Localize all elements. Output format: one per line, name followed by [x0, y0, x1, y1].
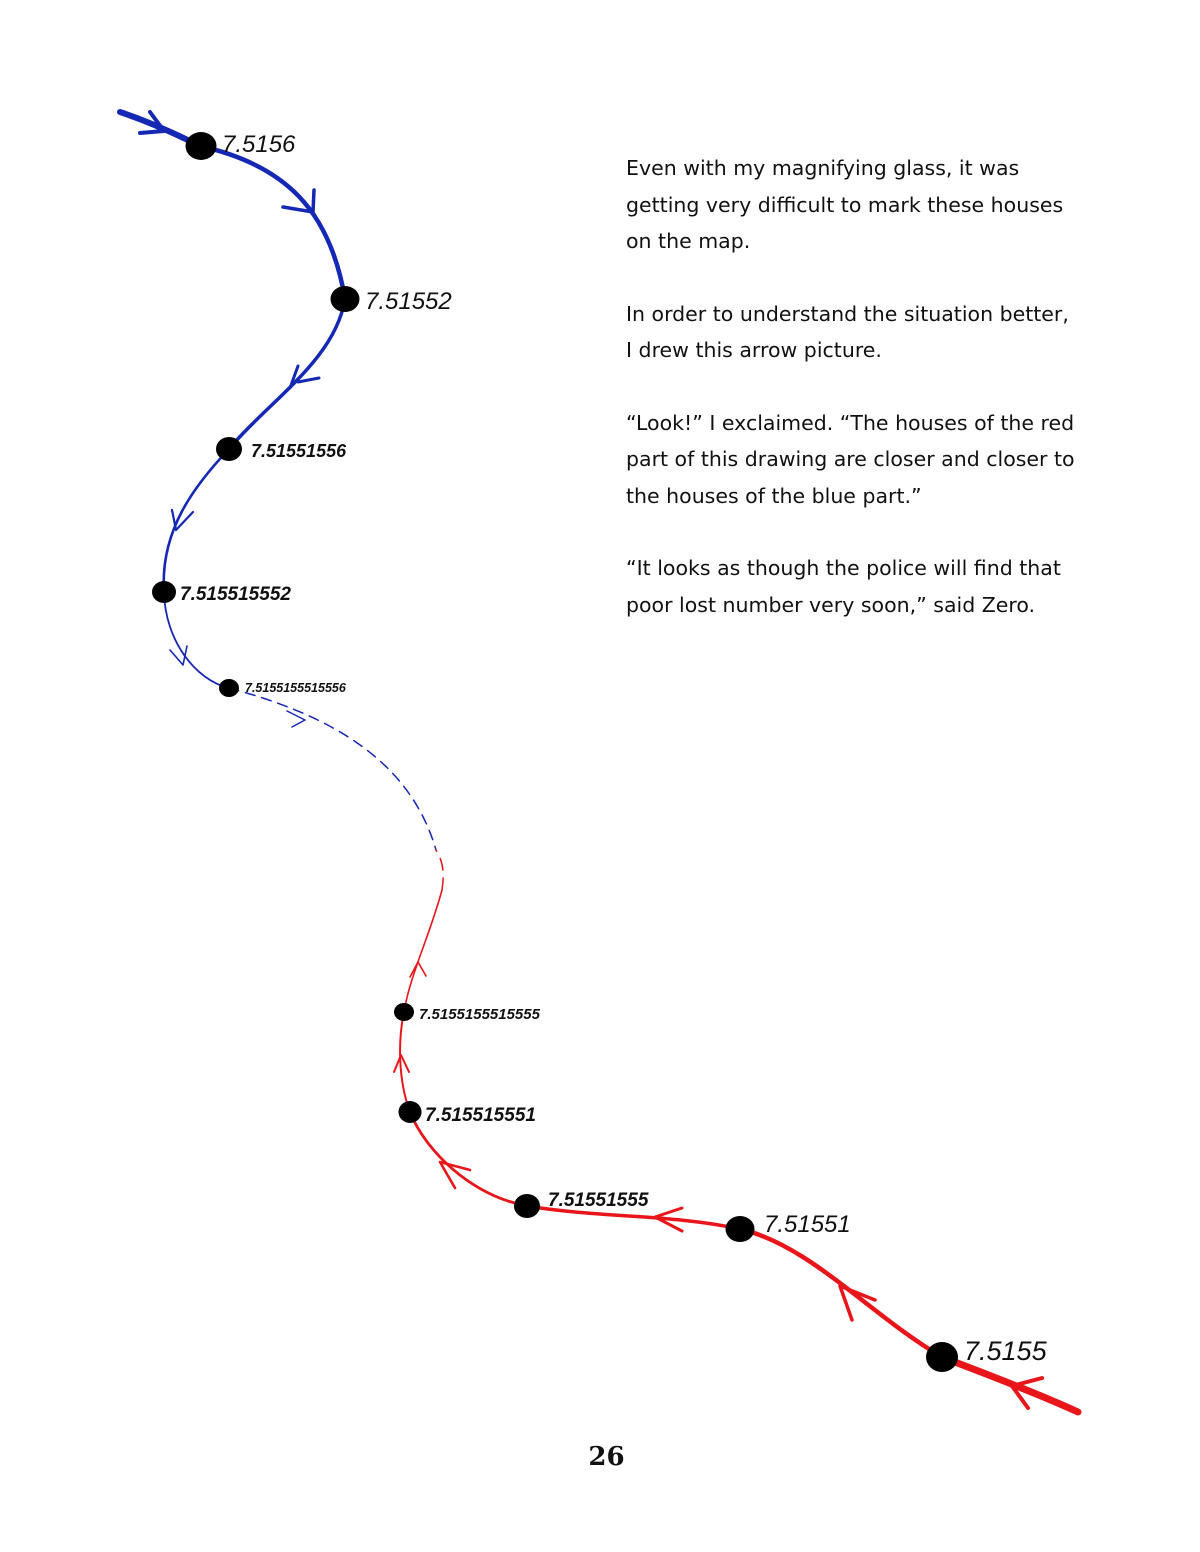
red-house-label-5: 7.5155155515555	[419, 1006, 540, 1023]
red-arrowheads	[394, 962, 1042, 1408]
story-paragraph-1: Even with my magnifying glass, it was getting very difficult to mark these houses on the map.	[626, 156, 1064, 253]
red-house-dot-2	[726, 1216, 755, 1242]
blue-arrowheads	[140, 112, 319, 727]
blue-house-dot-5	[219, 679, 239, 697]
blue-house-label-4: 7.515515552	[180, 584, 291, 605]
red-arrow-4	[440, 1162, 470, 1188]
story-paragraph-4: “It looks as though the police will find that poor lost number very soon,” said Zero.	[626, 556, 1061, 617]
page-number: 26	[588, 1442, 625, 1472]
blue-house-dot-1	[186, 132, 217, 160]
blue-house-dot-3	[216, 437, 242, 461]
red-house-label-3: 7.51551555	[548, 1190, 649, 1211]
blue-house-dot-4	[152, 581, 176, 603]
blue-house-label-5: 7.5155155515556	[245, 681, 346, 695]
red-house-label-1: 7.5155	[964, 1336, 1047, 1366]
red-house-label-4: 7.515515551	[425, 1105, 536, 1126]
blue-house-label-1: 7.5156	[222, 131, 296, 158]
story-paragraph-2: In order to understand the situation better, I drew this arrow picture.	[626, 301, 1069, 362]
story-text	[626, 150, 1076, 659]
blue-house-label-2: 7.51552	[365, 288, 452, 315]
red-house-label-2: 7.51551	[764, 1211, 851, 1238]
story-paragraph-3: “Look!” I exclaimed. “The houses of the red part of this drawing are closer and closer to the houses of the blue part.”	[626, 410, 1075, 508]
blue-path	[120, 112, 436, 850]
red-house-dot-4	[399, 1101, 422, 1123]
red-arrow-2	[840, 1286, 875, 1320]
blue-house-dot-2	[331, 286, 360, 312]
blue-arrow-5	[170, 646, 187, 665]
red-house-dot-3	[514, 1194, 540, 1218]
blue-house-label-3: 7.51551556	[251, 441, 347, 461]
red-path	[400, 850, 1078, 1412]
red-house-dot-5	[394, 1003, 414, 1021]
red-house-dot-1	[926, 1342, 958, 1372]
